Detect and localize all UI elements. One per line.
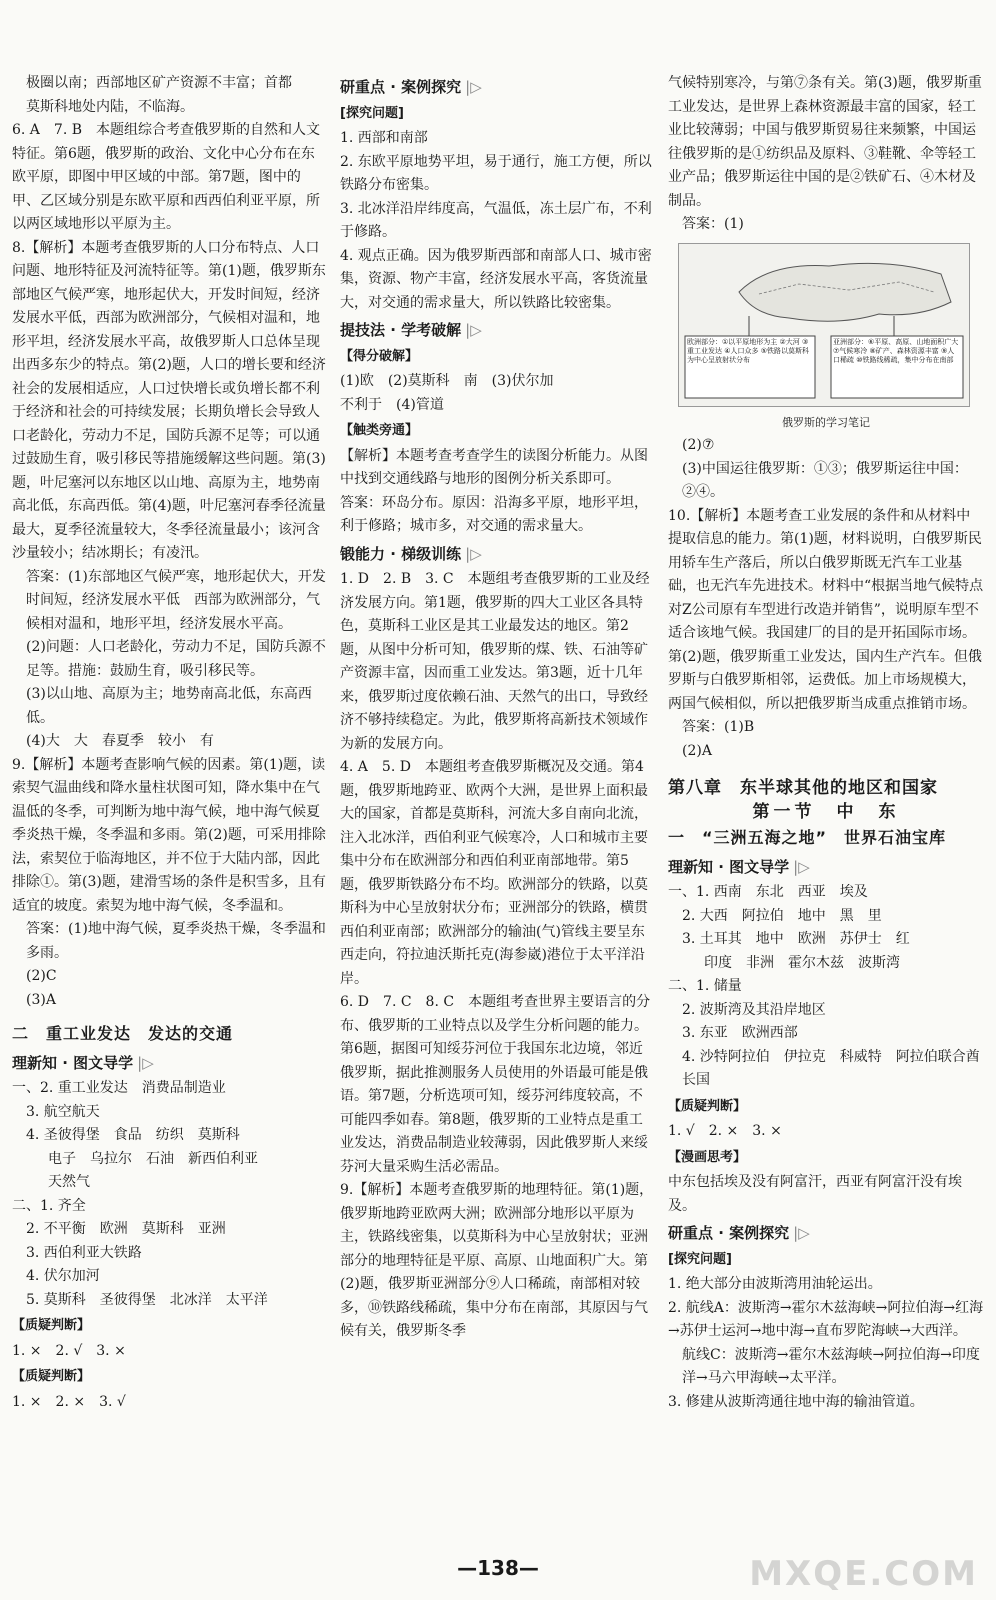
explore-line: 3. 北冰洋沿岸纬度高，气温低，冻土层广布，不利于修路。 [340, 200, 652, 240]
knowledge-line: 天然气 [48, 1174, 90, 1190]
column-middle [340, 72, 656, 1344]
column-right [668, 72, 984, 1414]
answer-8: 8.【解析】本题考查俄罗斯的人口分布特点、人口问题、地形特征及河流特征等。第(1)题，俄罗斯东部地区气候严寒，地形起伏大，开发时间短，经济发展水平低，西部为欧洲部分，气候相对温和，地形平坦，经济发展水平高，故俄罗斯人口总体呈现出西多东少的特点。第(2)题，人口的增长要和经济社会的发展相适应，人口过快增长或负增长都不利于经济和社会的可持续发展；长期负增长会导致人口老龄化，劳动力不足，国防兵源不足等；可以通过鼓励生育，吸引移民等措施缓解这些问题。第(3)题，叶尼塞河以东地区以山地、高原为主，地势南高北低，东高西低。第(4)题，叶尼塞河春季径流量最大，夏季径流量较大，冬季径流量最小；该河含沙量较小；结冰期长；有凌汛。 [12, 239, 326, 561]
section-header [668, 1222, 984, 1246]
answer-9-continued: 气候特别寒冷，与第⑦条有关。第(3)题，俄罗斯重工业发达，是世界上森林资源最丰富的国家，轻工业比较薄弱；中国与俄罗斯贸易往来频繁，中国运往俄罗斯的是①纺织品及原料、③鞋靴、伞等轻工业产品；俄罗斯运往中国的是②铁矿石、④木材及制品。 [668, 75, 982, 209]
judgement-line: 1. × 2. √ 3. × [12, 1342, 126, 1359]
answer-6-8: 6. D 7. C 8. C 本题组考查世界主要语言的分布、俄罗斯的工业特点以及学生分析问题的能力。第6题，据图可知绥芬河位于我国东北边境，邻近俄罗斯，据此推测服务人员使用的外语最可能是俄语。第7题，分析选项可知，绥芬河纬度较高，不可能四季如春。第8题，俄罗斯的工业特点是重工业发达，消费品制造业较薄弱，因此俄罗斯人来绥芬河大量采购生活必需品。 [340, 994, 651, 1175]
answer-9-key: 答案：(1) [682, 216, 744, 232]
tag-label: [探究问题] [668, 1251, 732, 1267]
section-header [340, 543, 656, 567]
section-title: 研重点 · 案例探究 [340, 78, 462, 96]
answer-9-key-2: (2)C [26, 968, 57, 984]
explore-line: 4. 观点正确。因为俄罗斯西部和南部人口、城市密集，资源、物产丰富，经济发展水平高，客货流量大，对交通的需求量大，所以铁路比较密集。 [340, 247, 652, 311]
knowledge-line: 一、2. 重工业发达 消费品制造业 [12, 1080, 226, 1096]
answer-8-key-4: (4)大 大 春夏季 较小 有 [26, 733, 214, 749]
answer-9: 9.【解析】本题考查影响气候的因素。第(1)题，读索契气温曲线和降水量柱状图可知，降水集中在气温低的冬季，可判断为地中海气候，地中海气候夏季炎热干燥，冬季温和多雨。第(2)题，可采用排除法，索契位于临海地区，并不位于大陆内部，因此排除①。第(3)题，建滑雪场的条件是积雪多，且有适宜的坡度。索契为地中海气候，冬季温和。 [12, 756, 326, 914]
knowledge-line: 3. 航空航天 [26, 1103, 100, 1120]
judgement-line: 1. × 2. × 3. √ [12, 1393, 126, 1410]
knowledge-line: 3. 西伯利亚大铁路 [26, 1244, 142, 1261]
tag-label: 【得分破解】 [340, 348, 419, 364]
explore-line: 2. 东欧平原地势平坦，易于通行，施工方便，所以铁路分布密集。 [340, 153, 652, 193]
text-line: 极圈以南；西部地区矿产资源不丰富；首都 [26, 75, 292, 91]
explore-line: 1. 绝大部分由波斯湾用油轮运出。 [668, 1276, 882, 1292]
answer-10-key: 答案：(1)B [682, 719, 755, 735]
watermark: MXQE.COM [749, 1554, 978, 1594]
lesson-heading: 二 重工业发达 发达的交通 [12, 1024, 234, 1043]
answer-9-key-3: (3)A [26, 991, 56, 1008]
answer-9-key: (3)中国运往俄罗斯：①③；俄罗斯运往中国：②④。 [682, 460, 968, 500]
tag-label: 【触类旁通】 [340, 423, 419, 438]
section-title: 理新知 · 图文导学 [12, 1053, 134, 1072]
section-header [12, 1052, 328, 1076]
text-line: 莫斯科地处内陆，不临海。 [26, 98, 194, 115]
answer-1-3: 1. D 2. B 3. C 本题组考查俄罗斯的工业及经济发展方向。第1题，俄罗斯的四大工业区各具特色，莫斯科工业区是其工业最发达的地区。第2题，从图中分析可知，俄罗斯的煤、铁、石油等矿产资源丰富，因而重工业发达。第3题，近十几年来，俄罗斯过度依赖石油、天然气的出口，导致经济不够持续稳定。为此，俄罗斯将高新技术领域作为新的发展方向。 [340, 571, 650, 752]
arrow-icon: |▷ [793, 1224, 810, 1242]
answer-8-key-3: (3)以山地、高原为主；地势南高北低，东高西低。 [26, 686, 312, 726]
lesson-heading: 一 “三洲五海之地” 世界石油宝库 [668, 828, 947, 847]
tag-label: 【漫画思考】 [668, 1149, 747, 1165]
knowledge-line: 4. 沙特阿拉伯 伊拉克 科威特 阿拉伯联合酋长国 [682, 1048, 980, 1088]
explore-line: 2. 航线A：波斯湾→霍尔木兹海峡→阿拉伯海→红海→苏伊士运河→地中海→直布罗陀海峡→大西洋。 [668, 1299, 984, 1339]
arrow-icon: |▷ [137, 1053, 154, 1072]
knowledge-line: 印度 非洲 霍尔木兹 波斯湾 [704, 954, 900, 971]
page-number: —138— [457, 1556, 539, 1580]
explore-line: 1. 西部和南部 [340, 130, 428, 146]
column-left [12, 72, 328, 1414]
answer-8-key-1: 答案：(1)东部地区气候严寒，地形起伏大，开发时间短，经济发展水平低 西部为欧洲部分，气候相对温和，地形平坦，经济发展水平高。 [26, 568, 326, 632]
knowledge-line: 3. 东亚 欧洲西部 [682, 1025, 798, 1041]
section-header [340, 76, 656, 100]
europe-part-notes: 欧洲部分：①以平原地形为主 ②大河 ③重工业发达 ④人口众多 ⑤铁路以莫斯科为中心呈放射状分布 [687, 337, 810, 364]
knowledge-line: 4. 伏尔加河 [26, 1268, 100, 1284]
answer-9-key-1: 答案：(1)地中海气候，夏季炎热干燥，冬季温和多雨。 [26, 921, 326, 961]
knowledge-line: 5. 莫斯科 圣彼得堡 北冰洋 太平洋 [26, 1291, 268, 1308]
russia-notes-figure [678, 243, 970, 407]
knowledge-line: 4. 圣彼得堡 食品 纺织 莫斯科 [26, 1127, 240, 1143]
figure-caption: 俄罗斯的学习笔记 [782, 415, 870, 429]
arrow-icon: |▷ [793, 857, 810, 876]
knowledge-line: 3. 土耳其 地中 欧洲 苏伊士 红 [682, 931, 910, 947]
tag-label: 【质疑判断】 [12, 1369, 91, 1384]
knowledge-line: 二、1. 齐全 [12, 1197, 86, 1214]
arrow-icon: |▷ [465, 78, 482, 96]
answer-10-key: (2)A [682, 742, 712, 759]
section-header [668, 856, 984, 880]
knowledge-line: 二、1. 储量 [668, 978, 742, 994]
knowledge-line: 一、1. 西南 东北 西亚 埃及 [668, 884, 868, 900]
answer-9-key: (2)⑦ [682, 437, 715, 453]
explore-line: 3. 修建从波斯湾通往地中海的输油管道。 [668, 1393, 924, 1410]
tag-label: [探究问题] [340, 105, 404, 121]
section-title: 锻能力 · 梯级训练 [340, 544, 462, 563]
section-title: 研重点 · 案例探究 [668, 1224, 790, 1242]
section-title-main: 第一节 中 东 [752, 801, 900, 822]
arrow-icon: |▷ [465, 321, 482, 339]
russia-map-icon [679, 244, 969, 406]
knowledge-line: 2. 不平衡 欧洲 莫斯科 亚洲 [26, 1221, 226, 1237]
skill-line: 不利于 (4)管道 [340, 396, 444, 413]
section-title: 理新知 · 图文导学 [668, 857, 790, 876]
tag-label: 【质疑判断】 [668, 1098, 747, 1114]
judgement-line: 1. √ 2. × 3. × [668, 1123, 782, 1139]
answer-6-7: 6. A 7. B 本题组综合考查俄罗斯的自然和人文特征。第6题，俄罗斯的政治、文化中心分布在东欧平原，即图中甲区域的中部。第7题，图中的甲、乙区域分别是东欧平原和西西伯利亚平原，所以两区域地形以平原为主。 [12, 122, 321, 232]
answer-4-5: 4. A 5. D 本题组考查俄罗斯概况及交通。第4题，俄罗斯地跨亚、欧两个大洲，是世界上面积最大的国家，首都是莫斯科，河流大多自南向北流，注入北冰洋，西伯利亚气候寒冷，人口和城市主要集中分布在欧洲部分和西伯利亚南部地带。第5题，俄罗斯铁路分布不均。欧洲部分的铁路，以莫斯科为中心呈放射状分布；亚洲部分的铁路，横贯西伯利亚南部；欧洲部分的输油(气)管线主要呈东西走向，符拉迪沃斯托克(海参崴)港位于太平洋沿岸。 [340, 759, 648, 987]
knowledge-line: 2. 大西 阿拉伯 地中 黑 里 [682, 907, 882, 924]
explore-line: 航线C：波斯湾→霍尔木兹海峡→阿拉伯海→印度洋→马六甲海峡→太平洋。 [682, 1346, 980, 1386]
answer-8-key-2: (2)问题：人口老龄化，劳动力不足，国防兵源不足等。措施：鼓励生育，吸引移民等。 [26, 639, 326, 679]
skill-line: 【解析】本题考查考查学生的读图分析能力。从图中找到交通线路与地形的图例分析关系即可。 [340, 447, 648, 487]
asia-part-notes: 亚洲部分：⑥平原、高原、山地面积广大 ⑦气候寒冷 ⑧矿产、森林资源丰富 ⑨人口稀疏 ⑩铁路线稀疏，集中分布在南部 [833, 337, 959, 364]
answer-10: 10.【解析】本题考查工业发展的条件和从材料中提取信息的能力。第(1)题，材料说明，白俄罗斯民用轿车生产落后，所以白俄罗斯既无汽车工业基础，也无汽车先进技术。材料中“根据当地气候特点对Z公司原有车型进行改造并销售”，说明原车型不适合该地气候。我国建厂的目的是开拓国际市场。第(2)题，俄罗斯重工业发达，国内生产汽车。但俄罗斯与白俄罗斯相邻，运费低。加上市场规模大，两国气候相似，所以把俄罗斯当成重点推销市场。 [668, 507, 984, 712]
arrow-icon: |▷ [465, 544, 482, 563]
section-title: 提技法 · 学考破解 [340, 321, 462, 339]
answer-9-part: 9.【解析】本题考查俄罗斯的地理特征。第(1)题，俄罗斯地跨亚欧两大洲；欧洲部分地形以平原为主，铁路线密集，以莫斯科为中心呈放射状；亚洲部分的地理特征是平原、高原、山地面积广大。第(2)题，俄罗斯亚洲部分⑨人口稀疏，南部相对较多，⑩铁路线稀疏，集中分布在南部，其原因与气候有关，俄罗斯冬季 [340, 1182, 654, 1339]
skill-line: 答案：环岛分布。原因：沿海多平原，地形平坦，利于修路；城市多，对交通的需求量大。 [340, 494, 648, 534]
tag-label: 【质疑判断】 [12, 1318, 91, 1333]
section-header [340, 319, 656, 343]
knowledge-line: 2. 波斯湾及其沿岸地区 [682, 1001, 826, 1018]
chapter-title: 第八章 东半球其他的地区和国家 [668, 778, 938, 798]
comic-answer: 中东包括埃及没有阿富汗，西亚有阿富汗没有埃及。 [668, 1174, 962, 1214]
knowledge-line: 电子 乌拉尔 石油 新西伯利亚 [48, 1150, 258, 1167]
skill-line: (1)欧 (2)莫斯科 南 (3)伏尔加 [340, 373, 554, 389]
